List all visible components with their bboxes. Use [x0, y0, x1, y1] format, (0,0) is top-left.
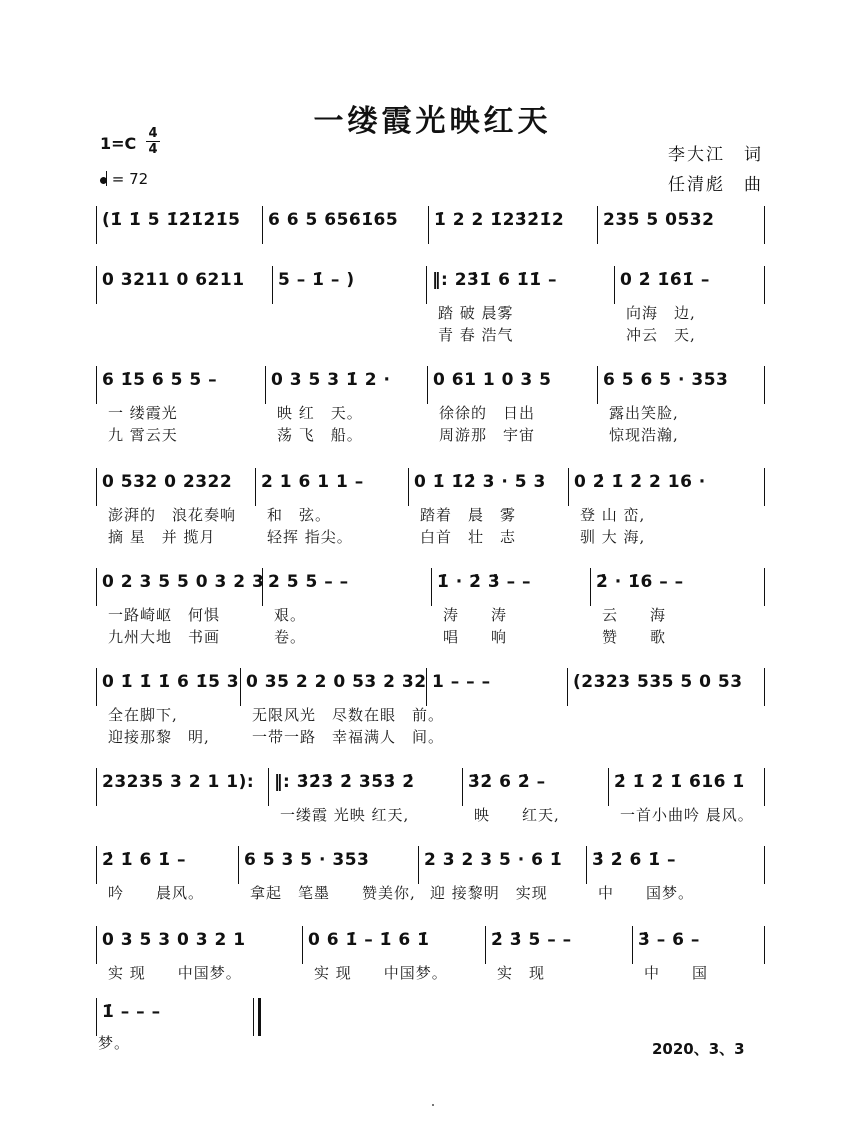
lyric-verse-1: 和 弦。 — [267, 506, 332, 524]
barline — [764, 668, 765, 706]
measure-notes: 3̇ – 6 – — [638, 930, 700, 950]
lyric-verse-1: 一路崎岖 何惧 — [108, 606, 221, 624]
lyric-verse-1: 徐徐的 日出 — [439, 404, 536, 422]
measure-notes: 2 5 5 – – — [268, 572, 349, 592]
measure-notes: 0 2̇ 1̇6̇1̇ – — [620, 270, 710, 290]
lyric-verse-2: 九州大地 书画 — [108, 628, 221, 646]
measure-notes: 2 3 2 3 5 · 6 1̇ — [424, 850, 563, 870]
barline — [614, 266, 615, 304]
tempo-value: = 72 — [111, 170, 149, 188]
lyric-verse-1: 涛 涛 — [443, 606, 508, 624]
barline — [262, 206, 263, 244]
lyric-verse-2: 冲云 天, — [626, 326, 696, 344]
lyric-verse-2: 荡 飞 船。 — [277, 426, 363, 444]
lyric-verse-1: 澎湃的 浪花奏响 — [108, 506, 237, 524]
measure-notes: 0 532 0 2322 — [102, 472, 233, 492]
measure-notes: 1 – – – — [432, 672, 491, 692]
barline — [96, 846, 97, 884]
final-barline-thin — [253, 998, 254, 1036]
barline — [632, 926, 633, 964]
measure-notes: 0 1̇ 1̇ 1̇ 6 1̇5 3 — [102, 672, 240, 692]
barline — [96, 366, 97, 404]
barline — [590, 568, 591, 606]
lyric-verse-1: 无限风光 尽数在眼 前。 — [252, 706, 445, 724]
lyric-verse-2: 白首 壮 志 — [420, 528, 517, 546]
lyric-verse-1: 一缕霞 光映 红天, — [280, 806, 410, 824]
barline — [426, 266, 427, 304]
barline — [96, 668, 97, 706]
lyric-verse-1: 踏着 晨 雾 — [420, 506, 517, 524]
lyric-verse-1: 实 现 中国梦。 — [314, 964, 448, 982]
measure-notes: 23235 3 2 1 1): — [102, 772, 255, 792]
barline — [96, 266, 97, 304]
lyric-verse-2: 轻挥 指尖。 — [267, 528, 353, 546]
measure-notes: (1̇ 1̇ 5 1̇2̇1̇2̇1̇5 — [102, 210, 241, 230]
barline — [568, 468, 569, 506]
lyric-verse-1: 露出笑脸, — [609, 404, 679, 422]
measure-notes: 3̇ 2̇ 6 1̇ – — [592, 850, 676, 870]
measure-notes: 0 3211 0 6211 — [102, 270, 245, 290]
barline — [302, 926, 303, 964]
time-signature-bottom: 4 — [148, 142, 158, 157]
barline — [764, 926, 765, 964]
measure-notes: 2 1 6 1 1 – — [261, 472, 364, 492]
barline — [255, 468, 256, 506]
barline — [272, 266, 273, 304]
barline — [428, 206, 429, 244]
measure-notes: 2̇ · 1̇6 – – — [596, 572, 684, 592]
barline — [265, 366, 266, 404]
measure-notes: 1̇ 2 2 1̇23̇2̇1̇2 — [434, 210, 565, 230]
barline — [238, 846, 239, 884]
lyric-verse-2: 驯 大 海, — [580, 528, 646, 546]
key-signature: 1=C — [100, 134, 137, 153]
lyric-verse-2: 青 春 浩气 — [438, 326, 514, 344]
date: 2020、3、3 — [652, 1040, 745, 1058]
barline — [764, 468, 765, 506]
measure-notes: (2323 535 5 0 53 — [573, 672, 743, 692]
lyric-verse-2: 九 霄云天 — [108, 426, 178, 444]
lyric-verse-1: 拿起 笔墨 赞美你, — [250, 884, 416, 902]
barline — [431, 568, 432, 606]
lyric-verse-1: 映 红天, — [474, 806, 560, 824]
barline — [427, 366, 428, 404]
lyric-verse-2: 唱 响 — [443, 628, 508, 646]
barline — [96, 206, 97, 244]
lyric-verse-1: 中 国梦。 — [598, 884, 695, 902]
measure-notes: 2̇ 1̇ 6 1̇ – — [102, 850, 186, 870]
measure-notes: 2̇ 3̇ 5 – – — [491, 930, 572, 950]
time-signature-top: 4 — [148, 126, 158, 141]
lyric-verse-1: 实 现 — [497, 964, 546, 982]
measure-notes: 6 1̇5 6 5 5 – — [102, 370, 218, 390]
lyric-verse-1: 艰。 — [274, 606, 307, 624]
measure-notes: 1̇ – – – — [102, 1002, 161, 1022]
measure-notes: ‖: 3̇2̇3̇ 2̇ 35̇3̇ 2̇ — [274, 772, 415, 792]
composer-credit: 任清彪 曲 — [668, 175, 763, 195]
lyric-verse-2: 迎接那黎 明, — [108, 728, 210, 746]
barline — [586, 846, 587, 884]
measure-notes: 0 1̇ 1̇2̇ 3 · 5 3 — [414, 472, 546, 492]
lyric-verse-1: 一 缕霞光 — [108, 404, 178, 422]
barline — [96, 468, 97, 506]
barline — [764, 366, 765, 404]
song-title: 一缕霞光映红天 — [313, 104, 552, 139]
quarter-note-icon — [99, 176, 108, 185]
barline — [608, 768, 609, 806]
lyric-verse-1: 梦。 — [98, 1034, 131, 1052]
barline — [240, 668, 241, 706]
barline — [764, 568, 765, 606]
barline — [462, 768, 463, 806]
measure-notes: 3̇2̇ 6 2̇ – — [468, 772, 546, 792]
lyric-verse-1: 向海 边, — [626, 304, 696, 322]
lyric-verse-1: 一首小曲吟 晨风。 — [620, 806, 754, 824]
barline — [96, 926, 97, 964]
measure-notes: 6 6 5 6561̇65 — [268, 210, 399, 230]
lyricist-credit: 李大江 词 — [668, 145, 763, 165]
lyric-verse-2: 摘 星 并 揽月 — [108, 528, 216, 546]
lyric-verse-1: 迎 接黎明 实现 — [430, 884, 548, 902]
lyric-verse-2: 赞 歌 — [602, 628, 667, 646]
time-signature — [146, 126, 160, 157]
barline — [408, 468, 409, 506]
lyric-verse-1: 中 国 — [644, 964, 709, 982]
lyric-verse-1: 踏 破 晨雾 — [438, 304, 514, 322]
page-mark — [432, 1104, 434, 1106]
barline — [764, 266, 765, 304]
lyric-verse-1: 云 海 — [602, 606, 667, 624]
measure-notes: 2̇ 1̇ 2̇ 1̇ 6̇16̇ 1̇ — [614, 772, 745, 792]
measure-notes: ‖: 23̇1̇ 6 1̇1̇ – — [432, 270, 557, 290]
measure-notes: 0 2 3 5 5 0 3 2 3 — [102, 572, 265, 592]
measure-notes: 1̇ · 2̇ 3̇ – – — [437, 572, 532, 592]
lyric-verse-2: 一带一路 幸福满人 间。 — [252, 728, 445, 746]
tempo-marking — [100, 170, 148, 188]
measure-notes: 235 5 0532 — [603, 210, 715, 230]
lyric-verse-1: 吟 晨风。 — [108, 884, 205, 902]
measure-notes: 6 5 6 5 · 353 — [603, 370, 729, 390]
barline — [485, 926, 486, 964]
barline — [567, 668, 568, 706]
barline — [96, 998, 97, 1036]
barline — [597, 366, 598, 404]
lyric-verse-1: 登 山 峦, — [580, 506, 646, 524]
measure-notes: 0 3 5 3 0 3 2 1 — [102, 930, 246, 950]
measure-notes: 5 – 1̇ – ) — [278, 270, 355, 290]
barline — [96, 568, 97, 606]
final-barline — [258, 998, 261, 1036]
lyric-verse-1: 实 现 中国梦。 — [108, 964, 242, 982]
lyric-verse-1: 映 红 天。 — [277, 404, 363, 422]
measure-notes: 6 5 3 5 · 353 — [244, 850, 370, 870]
measure-notes: 0 2̇ 1̇ 2̇ 2 16 · — [574, 472, 706, 492]
lyric-verse-2: 周游那 宇宙 — [439, 426, 536, 444]
barline — [268, 768, 269, 806]
measure-notes: 0 35 2 2 0 53 2 32 — [246, 672, 427, 692]
barline — [764, 768, 765, 806]
barline — [764, 846, 765, 884]
lyric-verse-2: 惊现浩瀚, — [609, 426, 679, 444]
measure-notes: 0 3 5 3 1̇ 2 · — [271, 370, 391, 390]
barline — [764, 206, 765, 244]
measure-notes: 0 61 1 0 3 5 — [433, 370, 552, 390]
barline — [96, 768, 97, 806]
lyric-verse-2: 卷。 — [274, 628, 307, 646]
barline — [418, 846, 419, 884]
measure-notes: 0 6 1̇ – 1̇ 6 1̇ — [308, 930, 430, 950]
barline — [597, 206, 598, 244]
lyric-verse-1: 全在脚下, — [108, 706, 178, 724]
